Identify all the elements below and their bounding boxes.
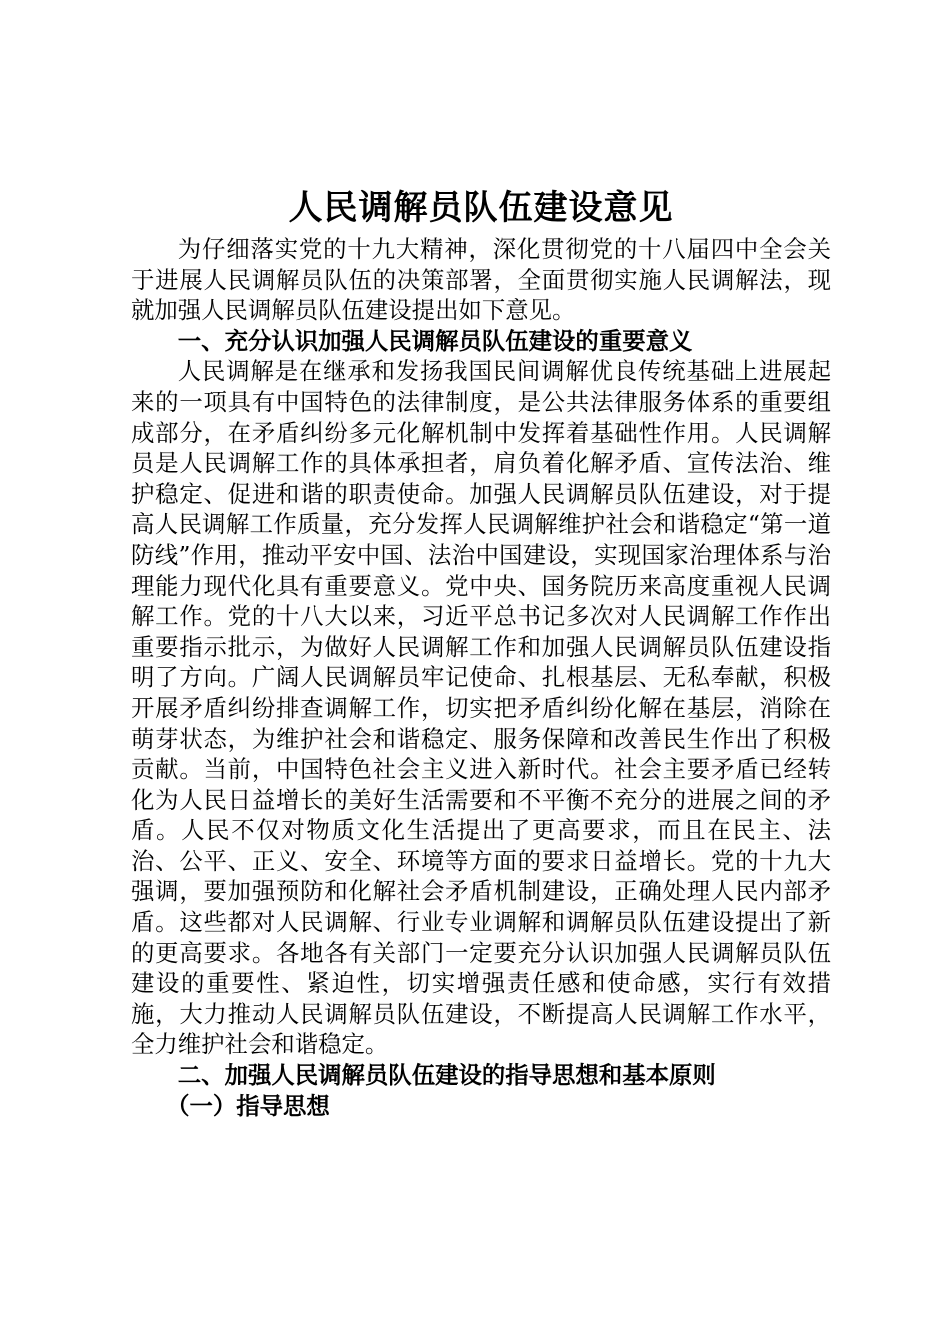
document-page — [131, 182, 831, 1121]
section-2-heading: 二、加强人民调解员队伍建设的指导思想和基本原则 — [177, 1061, 716, 1090]
intro-paragraph: 为仔细落实党的十九大精神，深化贯彻党的十八届四中全会关于进展人民调解员队伍的决策部署，全面贯彻实施人民调解法，现就加强人民调解员队伍建设提出如下意见。 — [131, 235, 831, 325]
section-1-body: 人民调解是在继承和发扬我国民间调解优良传统基础上进展起来的一项具有中国特色的法律制度，是公共法律服务体系的重要组成部分，在矛盾纠纷多元化解机制中发挥着基础性作用。人民调解员是人民调解工作的具体承担者，肩负着化解矛盾、宣传法治、维护稳定、促进和谐的职责使命。加强人民调解员队伍建设，对于提高人民调解工作质量，充分发挥人民调解维护社会和谐稳定“第一道防线”作用，推动平安中国、法治中国建设，实现国家治理体系与治理能力现代化具有重要意义。党中央、国务院历来高度重视人民调解工作。党的十八大以来，习近平总书记多次对人民调解工作作出重要指示批示，为做好人民调解工作和加强人民调解员队伍建设指明了方向。广阔人民调解员牢记使命、扎根基层、无私奉献，积极开展矛盾纠纷排查调解工作，切实把矛盾纠纷化解在基层，消除在萌芽状态，为维护社会和谐稳定、服务保障和改善民生作出了积极贡献。当前，中国特色社会主义进入新时代。社会主要矛盾已经转化为人民日益增长的美好生活需要和不平衡不充分的进展之间的矛盾。人民不仅对物质文化生活提出了更高要求，而且在民主、法治、公平、正义、安全、环境等方面的要求日益增长。党的十九大强调，要加强预防和化解社会矛盾机制建设，正确处理人民内部矛盾。这些都对人民调解、行业专业调解和调解员队伍建设提出了新的更高要求。各地各有关部门一定要充分认识加强人民调解员队伍建设的重要性、紧迫性，切实增强责任感和使命感，实行有效措施，大力推动人民调解员队伍建设，不断提高人民调解工作水平，全力维护社会和谐稳定。 — [131, 357, 831, 1059]
document-title: 人民调解员队伍建设意见 — [288, 188, 674, 228]
subsection-1-heading: （一）指导思想 — [166, 1091, 330, 1120]
section-1-heading: 一、充分认识加强人民调解员队伍建设的重要意义 — [177, 326, 693, 355]
